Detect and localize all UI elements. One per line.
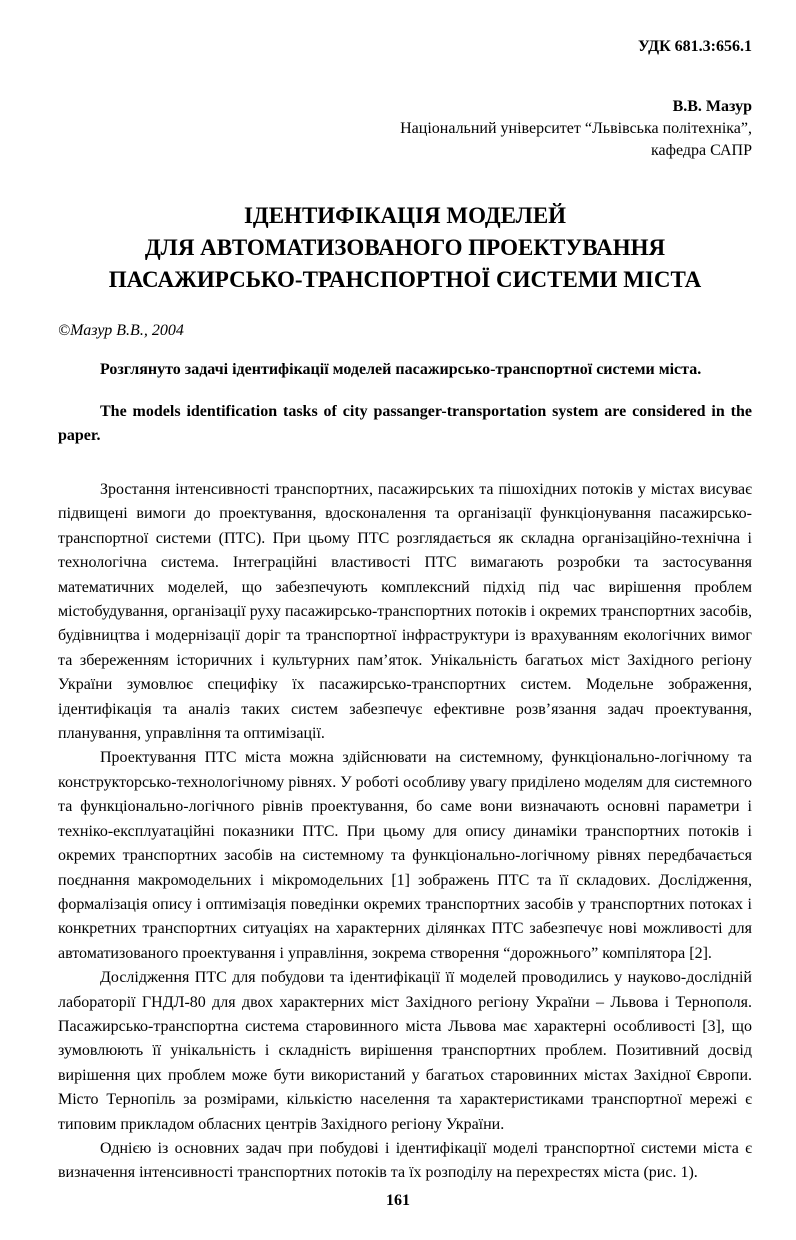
copyright-notice: ©Мазур В.В., 2004 [58,322,184,339]
author-name: В.В. Мазур [672,98,752,115]
paragraph-text: Дослідження ПТС для побудови та ідентифікації її моделей проводились у науково-дослідній лабораторії ГНДЛ-80 для двох характерних міст Західного регіону України – Львова і Тернополя. Пасажирсько-транспортна система старовинного міста Львова має характерні особливості [3], що зумовлюють її унікальність і складність вирішення транспортних проблем. Позитивний досвід вирішення цих проблем може бути використаний у багатьох старовинних містах Західної Європи. Місто Тернопіль за розмірами, кількістю населення та характеристиками транспортної мережі є типовим прикладом обласних центрів Західного регіону України. [58,969,752,1133]
title-line-2: ДЛЯ АВТОМАТИЗОВАНОГО ПРОЕКТУВАННЯ [144,235,666,260]
affiliation-department: кафедра САПР [650,142,752,159]
paragraph-text: Зростання інтенсивності транспортних, пасажирських та пішохідних потоків у містах висуває підвищені вимоги до проектування, вдосконалення та організації функціонування пасажирсько-транспортної системи (ПТС). При цьому ПТС розглядається як складна організаційно-технічна і технологічна система. Інтеграційні властивості ПТС вимагають розробки та застосування математичних моделей, що забезпечують комплексний підхід під час вирішення проблем містобудування, організації руху пасажирсько-транспортних потоків і окремих транспортних засобів, будівництва і модернізації доріг та транспортної інфраструктури із врахуванням екологічних вимог та збереженням історичних і культурних пам’яток. Унікальність багатьох міст Західного регіону України зумовлює специфіку їх пасажирсько-транспортних систем. Модельне зображення, ідентифікація та аналіз таких систем забезпечує ефективне розв’язання задач проектування, планування, управління та оптимізації. [58,481,752,743]
article-body [58,478,752,1186]
body-paragraph [58,966,752,1137]
abstract-ukrainian: Розглянуто задачі ідентифікації моделей пасажирсько-транспортної системи міста. [100,361,702,378]
title-line-3: ПАСАЖИРСЬКО-ТРАНСПОРТНОЇ СИСТЕМИ МІСТА [108,267,702,292]
abstract-english: The models identification tasks of city passanger-transportation system are considered in the paper. [58,403,752,444]
paragraph-text: Однією із основних задач при побудові і ідентифікації моделі транспортної системи міста є визначення інтенсивності транспортних потоків та їх розподілу на перехрестях міста (рис. 1). [58,1139,752,1182]
affiliation-university: Національний університет “Львівська політехніка”, [400,120,752,137]
article-title [58,200,752,296]
body-paragraph [58,478,752,746]
page-number: 161 [386,1192,410,1209]
article-page [58,38,752,1186]
title-line-1: ІДЕНТИФІКАЦІЯ МОДЕЛЕЙ [243,203,567,228]
paragraph-text: Проектування ПТС міста можна здійснювати на системному, функціонально-логічному та конструкторсько-технологічному рівнях. У роботі особливу увагу приділено моделям для системного та функціонально-логічного рівнів проектування, бо саме вони визначають основні параметри і техніко-експлуатаційні показники ПТС. При цьому для опису динаміки транспортних потоків і окремих транспортних засобів на системному та функціонально-логічному рівнях передбачається поєднання макромодельних і мікромодельних [1] зображень ПТС та її складових. Дослідження, формалізація опису і оптимізація поведінки окремих транспортних засобів у транспортних потоках і конкретних транспортних ситуаціях на характерних ділянках ПТС забезпечує нові можливості для автоматизованого проектування і управління, зокрема створення “дорожнього” компілятора [2]. [58,749,752,962]
udc-code: УДК 681.3:656.1 [637,38,752,55]
body-paragraph [58,746,752,966]
body-paragraph [58,1137,752,1186]
